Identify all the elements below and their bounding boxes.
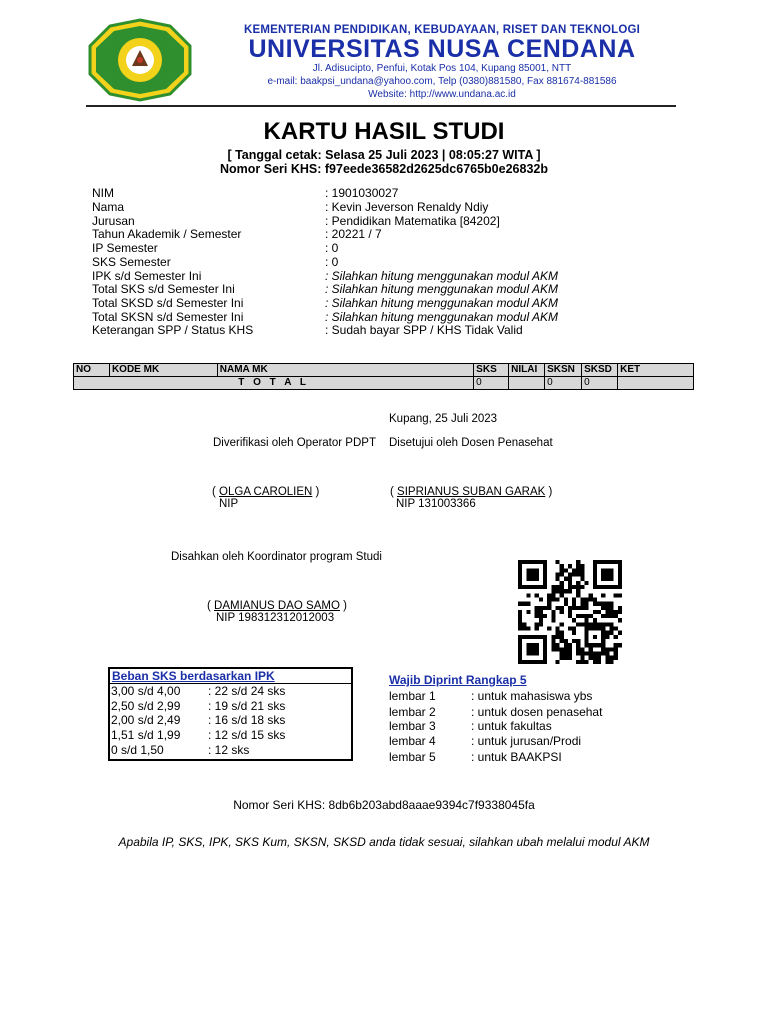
info-value: : 1901030027	[325, 186, 399, 200]
print-copy-value: : untuk fakultas	[471, 719, 552, 733]
info-value: : Sudah bayar SPP / KHS Tidak Valid	[325, 323, 523, 337]
print-copy-label: lembar 1	[389, 689, 436, 703]
total-sks: 0	[474, 377, 509, 390]
operator-nip: NIP	[219, 498, 239, 510]
coordinator-nip: NIP 198312312012003	[216, 612, 335, 624]
info-label: Total SKSD s/d Semester Ini	[92, 296, 244, 310]
paren-open: (	[212, 486, 220, 498]
header-divider	[86, 105, 676, 107]
column-header: KET	[618, 364, 694, 377]
info-value: : 0	[325, 255, 339, 269]
table-total-row	[74, 377, 694, 390]
info-label: Keterangan SPP / Status KHS	[92, 323, 254, 337]
university-logo	[86, 18, 194, 102]
sks-load-title: Beban SKS berdasarkan IPK	[112, 669, 275, 683]
header-ministry: KEMENTERIAN PENDIDIKAN, KEBUDAYAAN, RISET DAN TEKNOLOGI	[243, 24, 641, 36]
ratified-by: Disahkan oleh Koordinator program Studi	[171, 551, 382, 563]
info-value: : Pendidikan Matematika [84202]	[325, 214, 500, 228]
print-copy-value: : untuk dosen penasehat	[471, 705, 603, 719]
advisor-signature	[390, 486, 552, 498]
header-address: Jl. Adisucipto, Penfui, Kotak Pos 104, Kupang 85001, NTT	[312, 63, 572, 74]
column-header: SKSD	[582, 364, 618, 377]
info-label: SKS Semester	[92, 255, 171, 269]
paren-open: (	[207, 600, 215, 612]
operator-signature	[212, 486, 319, 498]
info-value: : Kevin Jeverson Renaldy Ndiy	[325, 200, 489, 214]
print-copy-label: lembar 2	[389, 705, 436, 719]
print-copy-label: lembar 3	[389, 719, 436, 733]
info-value: : Silahkan hitung menggunakan modul AKM	[325, 296, 559, 310]
place-date: Kupang, 25 Juli 2023	[389, 413, 498, 425]
info-label: NIM	[92, 186, 114, 200]
header-university: UNIVERSITAS NUSA CENDANA	[248, 35, 636, 63]
advisor-nip: NIP 131003366	[396, 498, 476, 510]
info-value: : Silahkan hitung menggunakan modul AKM	[325, 269, 559, 283]
print-copy-value: : untuk BAAKPSI	[471, 750, 562, 764]
approved-by: Disetujui oleh Dosen Penasehat	[389, 437, 553, 449]
footer-note: Apabila IP, SKS, IPK, SKS Kum, SKSN, SKSD anda tidak sesuai, silahkan ubah melalui modul AKM	[118, 835, 650, 849]
sks-range: 3,00 s/d 4,00	[111, 684, 181, 698]
info-label: Tahun Akademik / Semester	[92, 227, 242, 241]
footer-serial: Nomor Seri KHS: 8db6b203abd8aaae9394c7f9338045fa	[233, 798, 535, 812]
advisor-name: SIPRIANUS SUBAN GARAK	[397, 486, 546, 498]
print-date: [ Tanggal cetak: Selasa 25 Juli 2023 | 08:05:27 WITA ]	[227, 148, 541, 162]
total-ket	[618, 377, 694, 390]
info-label: Nama	[92, 200, 125, 214]
info-value: : 0	[325, 241, 339, 255]
paren-close: )	[312, 486, 320, 498]
sks-value: : 16 s/d 18 sks	[208, 713, 286, 727]
print-copies-title: Wajib Diprint Rangkap 5	[389, 673, 527, 687]
coordinator-signature	[207, 600, 347, 612]
operator-name: OLGA CAROLIEN	[219, 486, 313, 498]
info-label: IP Semester	[92, 241, 158, 255]
header-contact: e-mail: baakpsi_undana@yahoo.com, Telp (0380)881580, Fax 881674-881586	[267, 76, 617, 87]
sks-value: : 19 s/d 21 sks	[208, 699, 286, 713]
column-header: NO	[74, 364, 110, 377]
total-label: T O T A L	[74, 377, 474, 390]
verified-by: Diverifikasi oleh Operator PDPT	[213, 437, 376, 449]
info-label: Total SKSN s/d Semester Ini	[92, 310, 244, 324]
sks-range: 2,00 s/d 2,49	[111, 713, 181, 727]
paren-close: )	[545, 486, 553, 498]
total-sksn: 0	[545, 377, 582, 390]
info-label: Jurusan	[92, 214, 135, 228]
total-nilai	[509, 377, 545, 390]
document-title: KARTU HASIL STUDI	[263, 118, 505, 145]
document-serial: Nomor Seri KHS: f97eede36582d2625dc6765b0e26832b	[220, 162, 548, 176]
column-header: SKSN	[545, 364, 582, 377]
print-copy-label: lembar 4	[389, 734, 436, 748]
paren-open: (	[390, 486, 398, 498]
info-value: : 20221 / 7	[325, 227, 382, 241]
column-header: NILAI	[509, 364, 545, 377]
info-value: : Silahkan hitung menggunakan modul AKM	[325, 282, 559, 296]
total-sksd: 0	[582, 377, 618, 390]
column-header: NAMA MK	[217, 364, 473, 377]
sks-value: : 12 sks	[208, 743, 250, 757]
info-label: Total SKS s/d Semester Ini	[92, 282, 235, 296]
print-copy-value: : untuk jurusan/Prodi	[471, 734, 582, 748]
coordinator-name: DAMIANUS DAO SAMO	[214, 600, 340, 612]
table-header-row	[74, 364, 694, 377]
course-table	[73, 363, 694, 390]
sks-range: 1,51 s/d 1,99	[111, 728, 181, 742]
column-header: KODE MK	[109, 364, 217, 377]
sks-value: : 22 s/d 24 sks	[208, 684, 286, 698]
header-website: Website: http://www.undana.ac.id	[368, 89, 516, 100]
print-copy-label: lembar 5	[389, 750, 436, 764]
print-copy-value: : untuk mahasiswa ybs	[471, 689, 593, 703]
qr-code-icon	[514, 560, 626, 664]
column-header: SKS	[474, 364, 509, 377]
sks-range: 0 s/d 1,50	[111, 743, 164, 757]
paren-close: )	[339, 600, 347, 612]
sks-range: 2,50 s/d 2,99	[111, 699, 181, 713]
info-label: IPK s/d Semester Ini	[92, 269, 202, 283]
info-value: : Silahkan hitung menggunakan modul AKM	[325, 310, 559, 324]
sks-value: : 12 s/d 15 sks	[208, 728, 286, 742]
